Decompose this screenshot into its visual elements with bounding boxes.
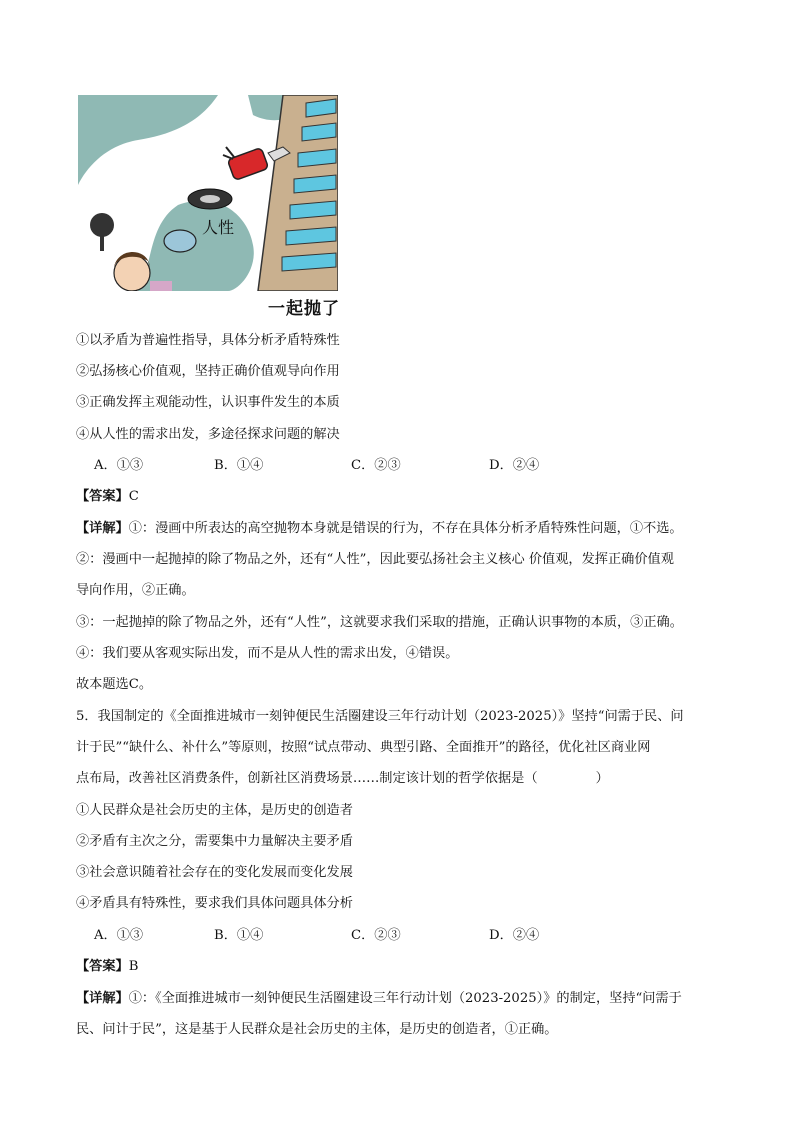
q4-answer xyxy=(76,488,139,506)
q4-option-d: D．②④ xyxy=(489,458,540,473)
answer-value: C xyxy=(128,489,139,504)
q5-answer xyxy=(76,958,138,976)
q5-stem-text: 点布局，改善社区消费条件，创新社区消费场景……制定该计划的哲学依据是（ xyxy=(76,771,538,786)
detail-text: ①：漫画中所表达的高空抛物本身就是错误的行为，不存在具体分析矛盾特殊性问题，①不选。 xyxy=(128,521,683,536)
q4-statement-4: ④从人性的需求出发，多途径探求问题的解决 xyxy=(76,427,340,442)
q5-statement-1: ①人民群众是社会历史的主体，是历史的创造者 xyxy=(76,803,353,818)
person-head xyxy=(114,255,150,291)
q5-option-c: C．②③ xyxy=(351,928,401,943)
q5-option-a: A．①③ xyxy=(94,928,144,943)
q4-detail-line-5: ④：我们要从客观实际出发，而不是从人性的需求出发，④错误。 xyxy=(76,646,459,661)
q5-detail-line-1 xyxy=(76,990,682,1008)
q5-option-b: B．①④ xyxy=(214,928,264,943)
fan-object xyxy=(100,235,104,251)
q5-stem-line-1: 5．我国制定的《全面推进城市一刻钟便民生活圈建设三年行动计划（2023-2025）》坚持“问需于民、问 xyxy=(76,709,684,724)
q5-stem-line-3 xyxy=(76,770,609,788)
detail-tag: 【详解】 xyxy=(76,521,129,536)
fan-object xyxy=(90,213,114,237)
q5-stem-close: ） xyxy=(595,771,609,786)
q4-option-c: C．②③ xyxy=(351,458,401,473)
q5-detail-line-2: 民、问计于民”，这是基于人民群众是社会历史的主体，是历史的创造者，①正确。 xyxy=(76,1022,558,1037)
cartoon-caption: 一起抛了 xyxy=(268,299,340,319)
q4-statement-2: ②弘扬核心价值观，坚持正确价值观导向作用 xyxy=(76,364,340,379)
q4-detail-line-3: 导向作用，②正确。 xyxy=(76,583,195,598)
answer-value: B xyxy=(128,959,139,974)
answer-tag: 【答案】 xyxy=(76,489,129,504)
cartoon-label: 人性 xyxy=(202,218,235,237)
q5-statement-4: ④矛盾具有特殊性，要求我们具体问题具体分析 xyxy=(76,896,353,911)
q4-detail-line-1 xyxy=(76,520,683,538)
q4-statement-3: ③正确发挥主观能动性，认识事件发生的本质 xyxy=(76,395,340,410)
q5-statement-3: ③社会意识随着社会存在的变化发展而变化发展 xyxy=(76,865,353,880)
q4-option-a: A．①③ xyxy=(94,458,144,473)
q5-statement-2: ②矛盾有主次之分，需要集中力量解决主要矛盾 xyxy=(76,834,353,849)
detail-text: ①：《全面推进城市一刻钟便民生活圈建设三年行动计划（2023-2025）》的制定，坚持“问需于 xyxy=(128,991,682,1006)
disk-object xyxy=(200,195,220,203)
detail-tag: 【详解】 xyxy=(76,991,129,1006)
q4-detail-line-4: ③：一起抛掉的除了物品之外，还有“人性”，这就要求我们采取的措施，正确认识事物的本质，③正确。 xyxy=(76,615,683,630)
q4-option-b: B．①④ xyxy=(214,458,264,473)
q4-conclusion: 故本题选C。 xyxy=(76,677,153,692)
flying-pack xyxy=(164,230,196,252)
cartoon-image xyxy=(78,95,338,291)
answer-tag: 【答案】 xyxy=(76,959,129,974)
q5-option-d: D．②④ xyxy=(489,928,540,943)
person-hand xyxy=(150,281,172,291)
q4-statement-1: ①以矛盾为普遍性指导，具体分析矛盾特殊性 xyxy=(76,333,340,348)
q4-detail-line-2: ②：漫画中一起抛掉的除了物品之外，还有“人性”，因此要弘扬社会主义核心 价值观，发挥正确价值观 xyxy=(76,552,674,567)
cartoon-drawing xyxy=(78,95,338,291)
q5-stem-line-2: 计于民”“缺什么、补什么”等原则，按照“试点带动、典型引路、全面推开”的路径，优化社区商业网 xyxy=(76,740,651,755)
